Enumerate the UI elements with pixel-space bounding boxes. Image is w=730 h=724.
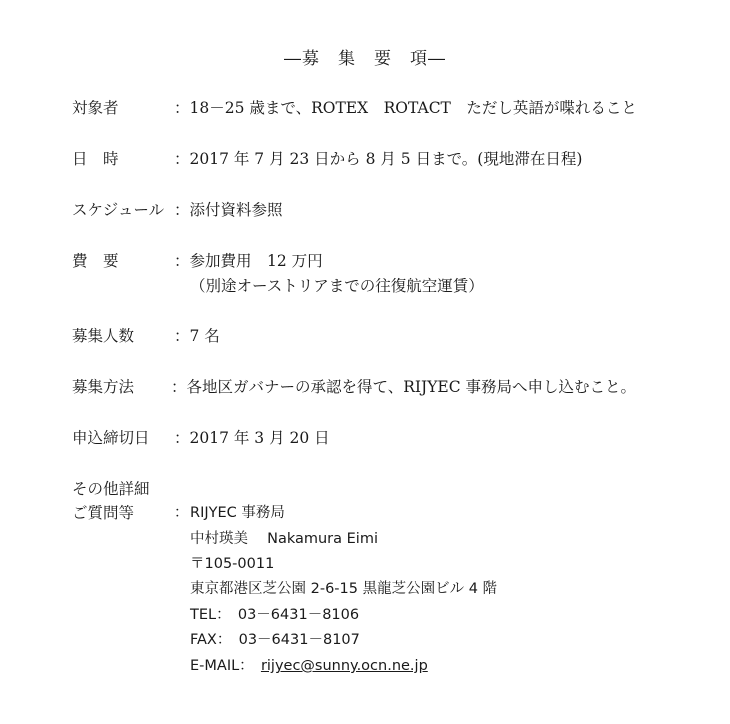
contact-email-line — [190, 655, 428, 677]
row-cost-note: （別途オーストリアまでの往復航空運賃） — [190, 277, 484, 295]
contact-line: 〒105-0011 — [190, 556, 275, 572]
row-label: その他詳細 — [72, 480, 150, 498]
contact-line: RIJYEC 事務局 — [190, 505, 285, 521]
contact-line: 中村瑛美 Nakamura Eimi — [190, 531, 378, 547]
row-value: ：18－25 歳まで、ROTEX ROTACT ただし英語が喋れること — [174, 99, 637, 117]
email-label: E-MAIL： — [190, 658, 261, 674]
row-application-method — [0, 376, 730, 398]
row-value: ：2017 年 7 月 23 日から 8 月 5 日まで。(現地滞在日程) — [174, 150, 583, 168]
row-schedule — [0, 199, 730, 221]
other-details-heading — [0, 478, 730, 500]
row-label: 募集方法 — [72, 378, 135, 396]
row-label: スケジュール — [72, 201, 165, 219]
row-label: 募集人数 — [72, 327, 135, 345]
contact-line: TEL： 03－6431－8106 — [190, 607, 360, 623]
row-label: 申込締切日 — [72, 429, 150, 447]
row-value: ：参加費用 12 万円 — [174, 252, 323, 270]
row-eligibility — [0, 97, 730, 119]
row-cost — [0, 250, 730, 272]
other-inquiries — [0, 502, 730, 524]
row-value: ：7 名 — [174, 327, 220, 345]
row-label: ご質問等 — [72, 504, 135, 522]
row-label: 対象者 — [72, 99, 119, 117]
contact-colon: ： — [174, 505, 189, 521]
email-link[interactable]: rijyec@sunny.ocn.ne.jp — [260, 658, 428, 674]
contact-line: FAX： 03－6431－8107 — [190, 632, 360, 648]
row-value: ：2017 年 3 月 20 日 — [174, 429, 330, 447]
row-label: 費 要 — [72, 252, 119, 270]
row-value: ：添付資料参照 — [174, 201, 283, 219]
row-deadline — [0, 427, 730, 449]
row-dates — [0, 148, 730, 170]
contact-line: 東京都港区芝公園 2-6-15 黒龍芝公園ビル 4 階 — [190, 581, 498, 597]
page-title: ―募 集 要 項― — [284, 49, 446, 69]
row-capacity — [0, 325, 730, 347]
row-value: ：各地区ガバナーの承認を得て、RIJYEC 事務局へ申し込むこと。 — [171, 378, 637, 396]
row-label: 日 時 — [72, 150, 119, 168]
